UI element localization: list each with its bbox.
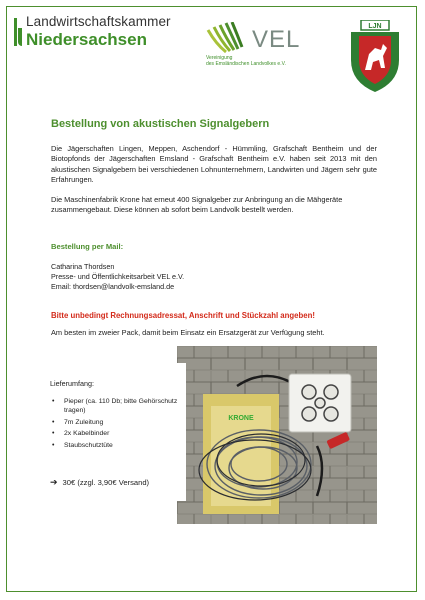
list-item: • Staubschutztüte [50,441,182,450]
intro-paragraph: Die Jägerschaften Lingen, Meppen, Aschendorf - Hümmling, Grafschaft Bentheim und der Biotopfonds der Jägerschaften Emsland - Grafschaft Bentheim e.V. haben seit 2013 mit den akustischen Signalgebern bei verschiedenen Lohnunternehmern, Landwirten und Jägern sehr gute Erfahrungen. [51,144,377,184]
contact-role: Presse- und Öffentlichkeitsarbeit VEL e.V. [51,272,185,281]
vel-swoosh-icon [206,22,252,54]
order-heading: Bestellung per Mail: [51,242,124,251]
list-item: • 7m Zuleitung [50,418,182,427]
contact-name: Catharina Thordsen [51,262,115,271]
vel-subtitle-2: des Emsländischen Landvolkes e.V. [206,61,286,67]
contact-email[interactable]: Email: thordsen@landvolk-emsland.de [51,282,175,291]
arrow-right-icon: ➔ [50,477,58,487]
list-item: • Pieper (ca. 110 Db; bitte Gehörschutz tragen) [50,397,182,415]
product-photo [177,346,377,524]
vel-wordmark: VEL [252,26,301,53]
lwk-logo-line2: Niedersachsen [26,30,147,49]
lwk-mark-icon [14,18,23,46]
crest-icon [347,20,403,96]
contact-block [51,262,184,292]
vel-subtitle-1: Vereinigung [206,55,233,61]
price-line [50,477,149,488]
vel-logo [206,22,316,68]
tip-text: Am besten im zweier Pack, damit beim Einsatz ein Ersatzgerät zur Verfügung steht. [51,328,325,337]
list-item: • 2x Kabelbinder [50,429,182,438]
krone-paragraph: Die Maschinenfabrik Krone hat erneut 400 Signalgeber zur Anbringung an die Mähgeräte zusammengebaut. Diese können ab sofort beim Landvolk bestellt werden. [51,195,343,215]
package-label: KRONE [228,415,254,422]
hunting-crest-logo [347,20,403,78]
price-text: 30€ (zzgl. 3,90€ Versand) [62,478,150,487]
warning-text: Bitte unbedingt Rechnungsadressat, Anschrift und Stückzahl angeben! [51,311,315,320]
delivery-list [50,397,182,452]
page-title: Bestellung von akustischen Signalgebern [51,118,270,130]
lwk-logo-line1: Landwirtschaftskammer [26,14,171,29]
svg-text:LJN: LJN [368,23,382,30]
delivery-box [36,363,186,501]
delivery-title: Lieferumfang: [50,379,94,388]
